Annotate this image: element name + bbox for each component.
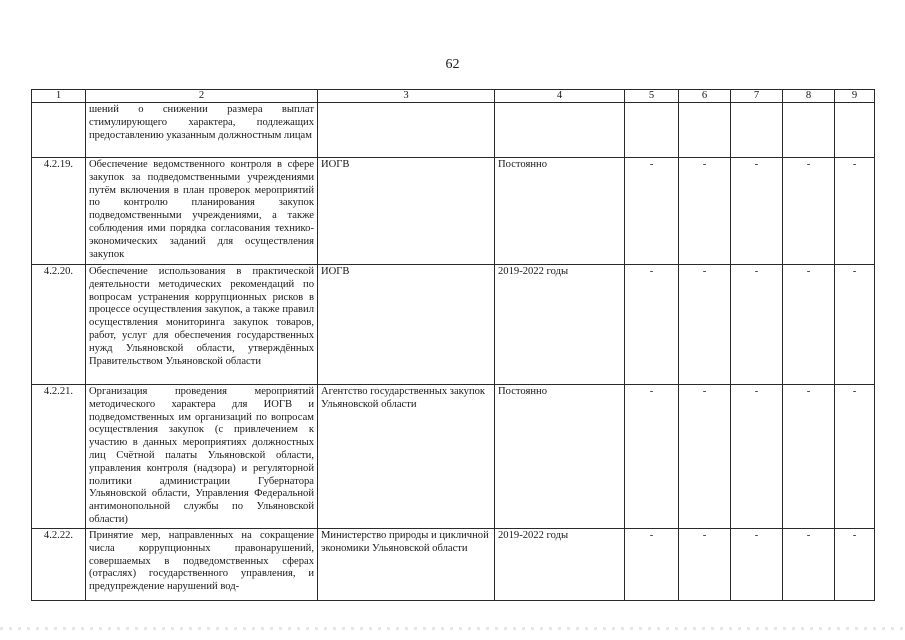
- table-row: [32, 385, 875, 529]
- row-col-5: -: [625, 529, 679, 601]
- table-row-continuation: [32, 103, 875, 158]
- row-col-6: -: [679, 265, 731, 385]
- row-term: 2019-2022 годы: [495, 265, 625, 385]
- row-description: Организация проведения мероприятий методического характера для ИОГВ и подведомственных им организаций по вопросам осуществления закупок (с привлечением к участию в данных мероприятиях должностных лиц Счётной палаты Ульяновской области, управления контроля (надзора) и регуляторной политики администрации Губернатора Ульяновской области, Управления Федеральной антимонопольной службы по Ульяновской области): [86, 385, 318, 529]
- header-col-3: 3: [318, 90, 495, 103]
- header-row: [32, 90, 875, 103]
- scan-edge-marks: [0, 627, 905, 630]
- row-executor: ИОГВ: [318, 265, 495, 385]
- row-description: Обеспечение ведомственного контроля в сфере закупок за подведомственными учреждениями путём включения в план проверок мероприятий по контролю планирования закупок подведомственными учреждениями, а также соблюдения ими порядка согласования технико-экономических заданий для осуществления закупок: [86, 158, 318, 265]
- row-number: 4.2.19.: [32, 158, 86, 265]
- row-col-8: [783, 103, 835, 158]
- row-term: Постоянно: [495, 158, 625, 265]
- row-col-8: -: [783, 158, 835, 265]
- row-col-9: -: [835, 265, 875, 385]
- row-description: Обеспечение использования в практической деятельности методических рекомендаций по вопросам устранения коррупционных рисков в процессе осуществления закупок, а также правил осуществления мониторинга закупок товаров, работ, услуг для обеспечения государственных нужд Ульяновской области, утверждённых Правительством Ульяновской области: [86, 265, 318, 385]
- row-description: шений о снижении размера выплат стимулирующего характера, подлежащих предоставлению указанным должностным лицам: [86, 103, 318, 158]
- row-col-8: -: [783, 385, 835, 529]
- row-col-8: -: [783, 529, 835, 601]
- table-row: [32, 158, 875, 265]
- row-term: Постоянно: [495, 385, 625, 529]
- row-col-5: -: [625, 265, 679, 385]
- page-number: 62: [445, 57, 460, 72]
- row-executor: Агентство государственных закупок Ульяновской области: [318, 385, 495, 529]
- row-col-9: -: [835, 158, 875, 265]
- row-col-6: -: [679, 385, 731, 529]
- row-col-7: -: [731, 265, 783, 385]
- row-col-6: -: [679, 529, 731, 601]
- header-col-9: 9: [835, 90, 875, 103]
- header-col-7: 7: [731, 90, 783, 103]
- row-col-7: [731, 103, 783, 158]
- measures-table: [31, 89, 875, 601]
- row-term: [495, 103, 625, 158]
- header-col-6: 6: [679, 90, 731, 103]
- header-col-8: 8: [783, 90, 835, 103]
- header-col-1: 1: [32, 90, 86, 103]
- row-number: [32, 103, 86, 158]
- row-col-5: [625, 103, 679, 158]
- row-description: Принятие мер, направленных на сокращение числа коррупционных правонарушений, совершаемых в подведомственных сферах (отраслях) государственного управления, и предупреждение нарушений вод-: [86, 529, 318, 601]
- row-number: 4.2.21.: [32, 385, 86, 529]
- row-number: 4.2.22.: [32, 529, 86, 601]
- row-col-7: -: [731, 385, 783, 529]
- header-col-5: 5: [625, 90, 679, 103]
- table-row: [32, 529, 875, 601]
- row-col-9: -: [835, 385, 875, 529]
- row-col-9: [835, 103, 875, 158]
- row-term: 2019-2022 годы: [495, 529, 625, 601]
- row-executor: [318, 103, 495, 158]
- row-col-8: -: [783, 265, 835, 385]
- row-number: 4.2.20.: [32, 265, 86, 385]
- row-col-6: -: [679, 158, 731, 265]
- row-col-5: -: [625, 385, 679, 529]
- row-col-7: -: [731, 529, 783, 601]
- row-col-6: [679, 103, 731, 158]
- row-executor: ИОГВ: [318, 158, 495, 265]
- header-col-2: 2: [86, 90, 318, 103]
- row-col-5: -: [625, 158, 679, 265]
- header-col-4: 4: [495, 90, 625, 103]
- row-col-9: -: [835, 529, 875, 601]
- row-col-7: -: [731, 158, 783, 265]
- row-executor: Министерство природы и цикличной экономики Ульяновской области: [318, 529, 495, 601]
- table-row: [32, 265, 875, 385]
